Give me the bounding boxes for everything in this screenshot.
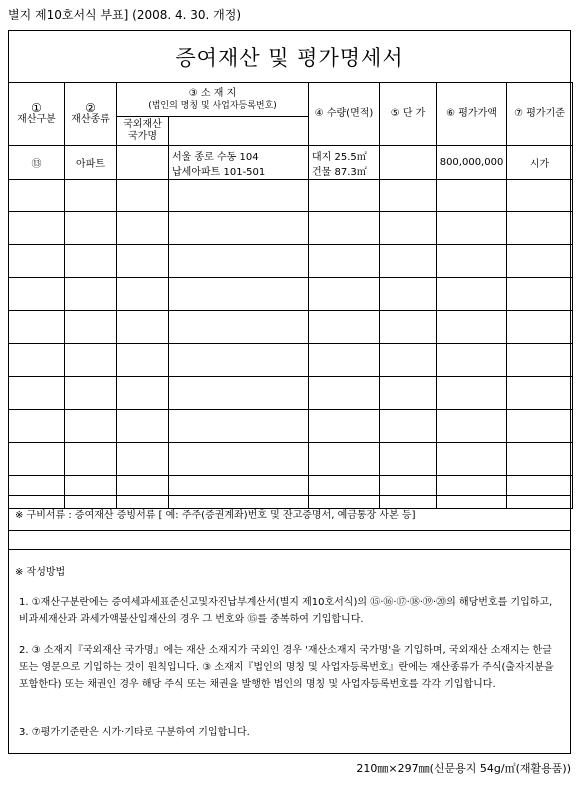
- cell-country[interactable]: [117, 146, 169, 180]
- instructions-section: [9, 549, 570, 755]
- header-category: ① 재산구분: [9, 83, 65, 146]
- table-row-empty: [9, 245, 573, 278]
- form-number-header: 별지 제10호서식 부표] (2008. 4. 30. 개정): [8, 8, 242, 22]
- instruction-item-1: 1. ①재산구분란에는 증여세과세표준신고및자진납부계산서(별지 제10호서식)의 ⑮·⑯·⑰·⑱·⑲·⑳의 해당번호를 기입하고, 비과세재산과 과세가액불산입재산의 경우 그 번호와 ⑮를 중복하여 기입합니다.: [19, 597, 553, 625]
- cell-location[interactable]: 서울 종로 수동 104 납세아파트 101-501: [169, 146, 309, 180]
- cell-basis[interactable]: 시가: [507, 146, 573, 180]
- instruction-item-3: 3. ⑦평가기준란은 시가·기타로 구분하여 기입합니다.: [19, 727, 250, 738]
- paper-spec-footer: 210㎜×297㎜(신문용지 54g/㎡(재활용품)): [356, 762, 571, 775]
- instructions-heading: ※ 작성방법: [15, 567, 66, 578]
- header-location-blank: [169, 117, 309, 146]
- cell-unit-price[interactable]: [380, 146, 437, 180]
- cell-type[interactable]: 아파트: [65, 146, 117, 180]
- asset-table: [8, 82, 573, 509]
- table-row-empty: [9, 311, 573, 344]
- form-frame: [8, 30, 571, 754]
- table-row-empty: [9, 344, 573, 377]
- table-row-empty: [9, 410, 573, 443]
- header-country: 국외재산 국가명: [117, 117, 169, 146]
- table-row: [9, 146, 573, 180]
- header-value: ⑥ 평가가액: [437, 83, 507, 146]
- attachments-note: ※ 구비서류 : 증여재산 증빙서류 [ 예: 주주(증권계좌)번호 및 잔고증명서, 예금통장 사본 등]: [9, 495, 570, 531]
- cell-value[interactable]: 800,000,000: [437, 146, 507, 180]
- table-row-empty: [9, 180, 573, 212]
- table-row-empty: [9, 443, 573, 476]
- table-row-empty: [9, 212, 573, 245]
- header-type: ② 재산종류: [65, 83, 117, 146]
- table-row-empty: [9, 377, 573, 410]
- instruction-item-2: 2. ③ 소재지『국외재산 국가명』에는 재산 소재지가 국외인 경우 '재산소재지 국가명'을 기입하며, 국외재산 소재지는 한글 또는 영문으로 기입하는 것이 원칙입니다. ③ 소재지『법인의 명칭 및 사업자등록번호』란에는 재산종류가 주식(출자지분을 포함한다) 또는 채권인 경우 해당 주식 또는 채권을 발행한 법인의 명칭 및 사업자등록번호를 각각 기입합니다.: [19, 645, 554, 690]
- header-basis: ⑦ 평가기준: [507, 83, 573, 146]
- header-quantity: ④ 수량(면적): [309, 83, 380, 146]
- table-row-empty: [9, 278, 573, 311]
- header-unit-price: ⑤ 단 가: [380, 83, 437, 146]
- cell-category[interactable]: ⑬: [9, 146, 65, 180]
- form-title: 증여재산 및 평가명세서: [9, 31, 570, 83]
- cell-quantity[interactable]: 대지 25.5㎡ 건물 87.3㎡: [309, 146, 380, 180]
- header-location: ③ 소 재 지 (법인의 명칭 및 사업자등록번호): [117, 83, 309, 117]
